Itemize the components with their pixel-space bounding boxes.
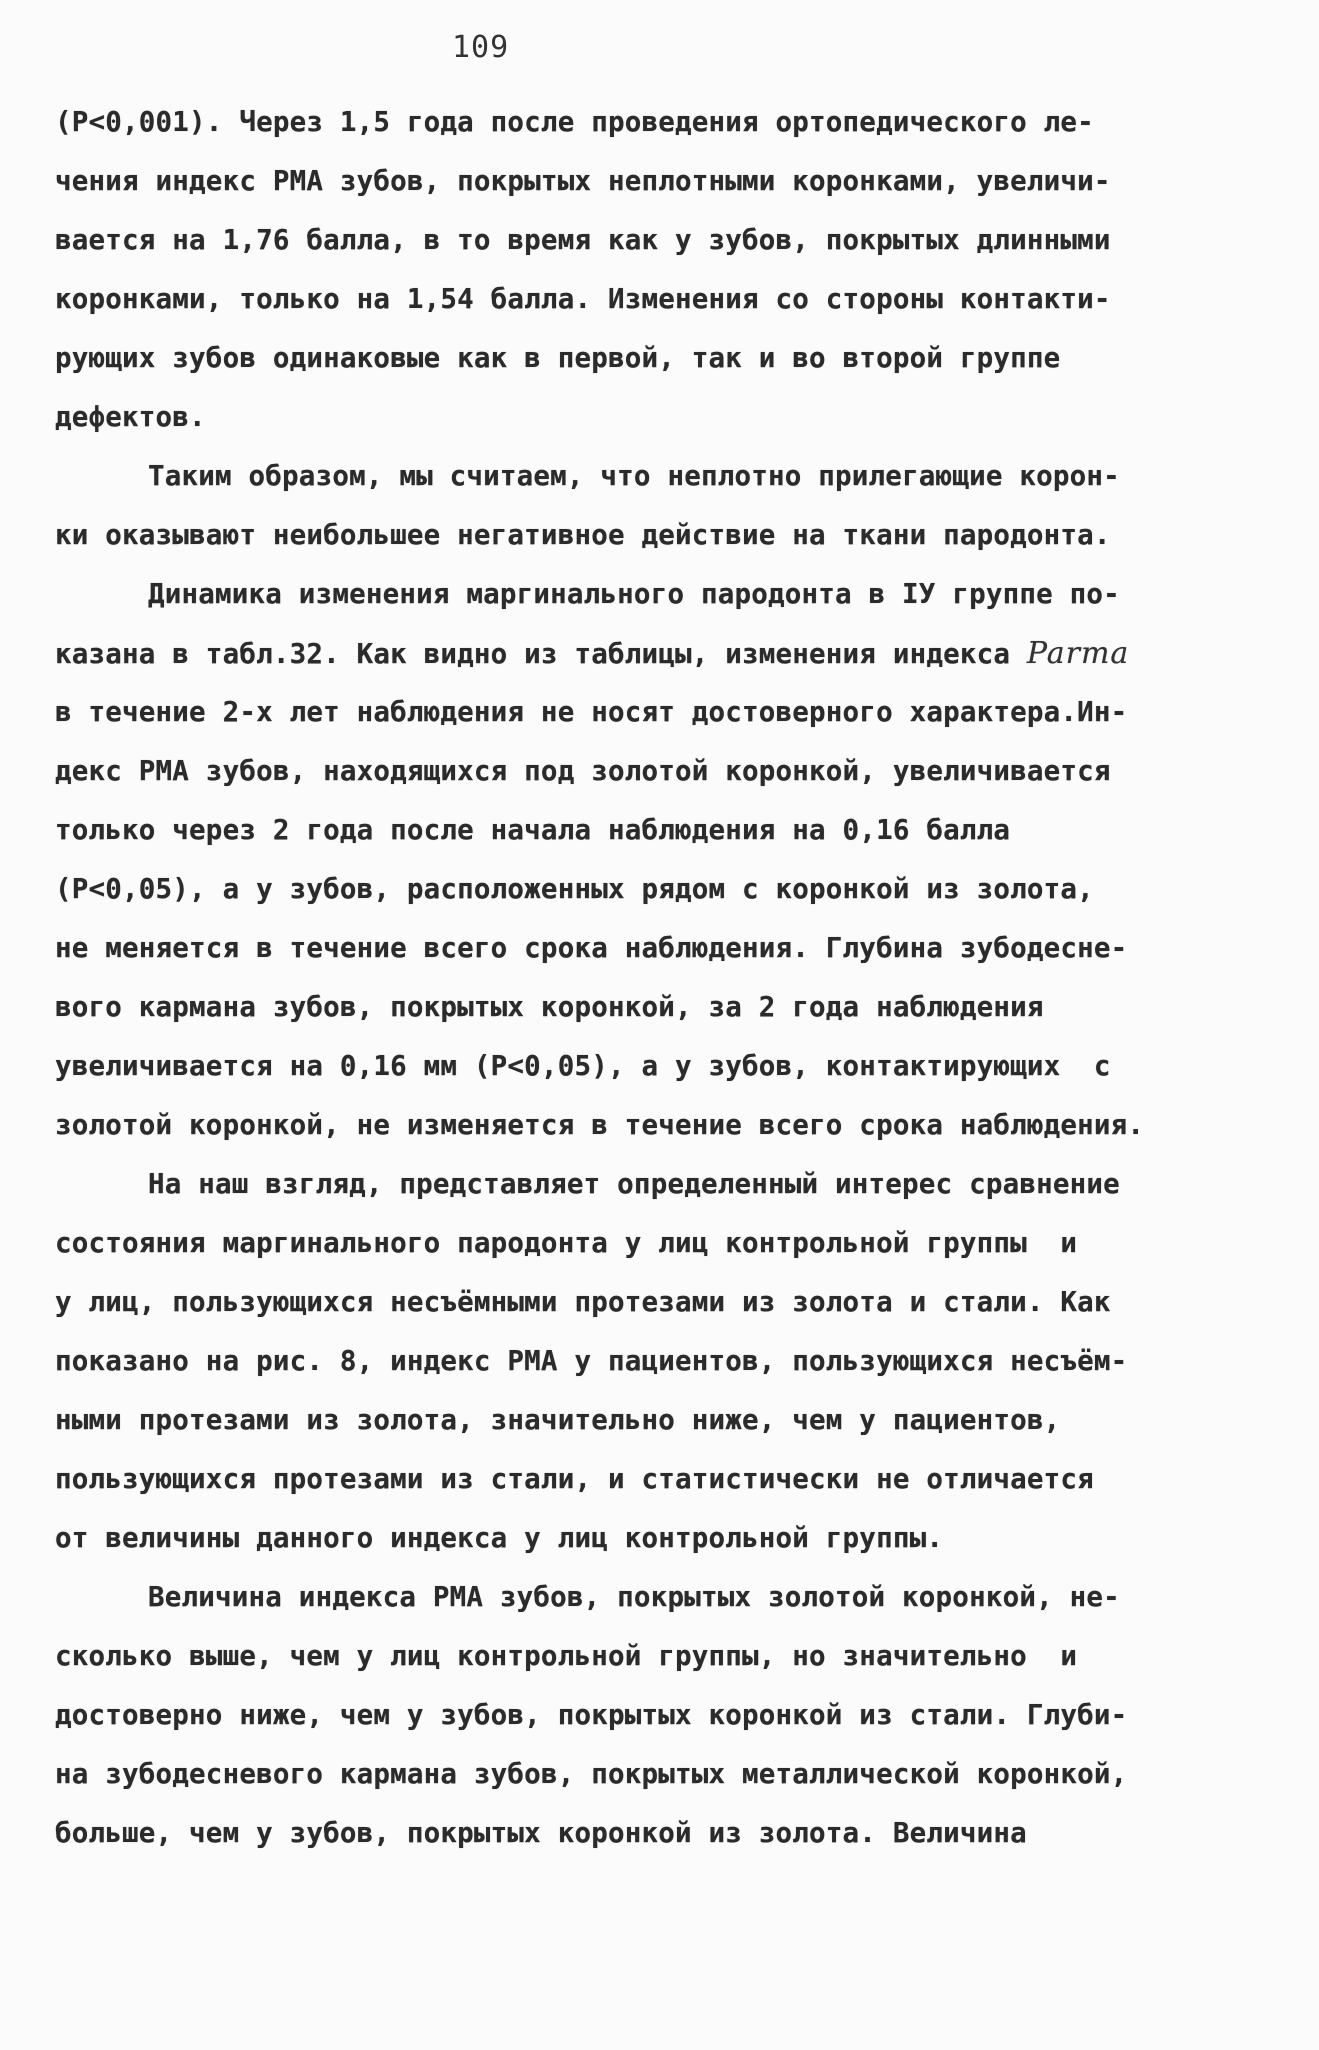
handwritten-annotation: Parma [1026, 636, 1130, 671]
text-line: казана в табл.32. Как видно из таблицы, изменения индекса [55, 638, 1011, 670]
paragraph-3 [55, 565, 1235, 1155]
paragraph-4 [55, 1155, 1235, 1568]
text-line: не меняется в течение всего срока наблюдения. Глубина зубодесне- [55, 932, 1128, 964]
text-line: (Р<0,05), а у зубов, расположенных рядом с коронкой из золота, [55, 873, 1094, 905]
text-line: рующих зубов одинаковые как в первой, так и во второй группе [55, 342, 1061, 374]
text-line: золотой коронкой, не изменяется в течение всего срока наблюдения. [55, 1109, 1145, 1141]
text-line: дефектов. [55, 401, 206, 433]
text-line: достоверно ниже, чем у зубов, покрытых коронкой из стали. Глуби- [55, 1699, 1128, 1731]
text-line: только через 2 года после начала наблюдения на 0,16 балла [55, 814, 1011, 846]
text-line: сколько выше, чем у лиц контрольной группы, но значительно и [55, 1640, 1078, 1672]
text-line: пользующихся протезами из стали, и статистически не отличается [55, 1463, 1094, 1495]
text-line: (Р<0,001). Через 1,5 года после проведения ортопедического ле- [55, 106, 1094, 138]
text-line: вого кармана зубов, покрытых коронкой, за 2 года наблюдения [55, 991, 1044, 1023]
paragraph-1 [55, 93, 1235, 447]
text-line: декс РМА зубов, находящихся под золотой коронкой, увеличивается [55, 755, 1111, 787]
text-line: ки оказывают неибольшее негативное действие на ткани пародонта. [55, 519, 1111, 551]
text-line-with-handwriting [55, 624, 1235, 683]
text-line: от величины данного индекса у лиц контрольной группы. [55, 1522, 944, 1554]
body-text [55, 93, 1235, 1863]
text-line: На наш взгляд, представляет определенный интерес сравнение [148, 1168, 1120, 1200]
text-line: Таким образом, мы считаем, что неплотно прилегающие корон- [148, 460, 1120, 492]
paragraph-2 [55, 447, 1235, 565]
text-line: вается на 1,76 балла, в то время как у зубов, покрытых длинными [55, 224, 1111, 256]
text-line: Динамика изменения маргинального пародонта в IУ группе по- [148, 578, 1120, 610]
text-line: больше, чем у зубов, покрытых коронкой из золота. Величина [55, 1817, 1027, 1849]
text-line: ными протезами из золота, значительно ниже, чем у пациентов, [55, 1404, 1061, 1436]
text-line: на зубодесневого кармана зубов, покрытых металлической коронкой, [55, 1758, 1128, 1790]
text-line: показано на рис. 8, индекс РМА у пациентов, пользующихся несъём- [55, 1345, 1128, 1377]
text-line: состояния маргинального пародонта у лиц контрольной группы и [55, 1227, 1078, 1259]
text-line: у лиц, пользующихся несъёмными протезами из золота и стали. Как [55, 1286, 1111, 1318]
text-line: коронками, только на 1,54 балла. Изменения со стороны контакти- [55, 283, 1111, 315]
paragraph-5 [55, 1568, 1235, 1863]
text-line: Величина индекса РМА зубов, покрытых золотой коронкой, не- [148, 1581, 1120, 1613]
text-line: увеличивается на 0,16 мм (Р<0,05), а у зубов, контактирующих с [55, 1050, 1111, 1082]
text-line: чения индекс РМА зубов, покрытых неплотными коронками, увеличи- [55, 165, 1111, 197]
page-number: 109 [452, 30, 510, 65]
text-line: в течение 2-х лет наблюдения не носят достоверного характера.Ин- [55, 696, 1128, 728]
